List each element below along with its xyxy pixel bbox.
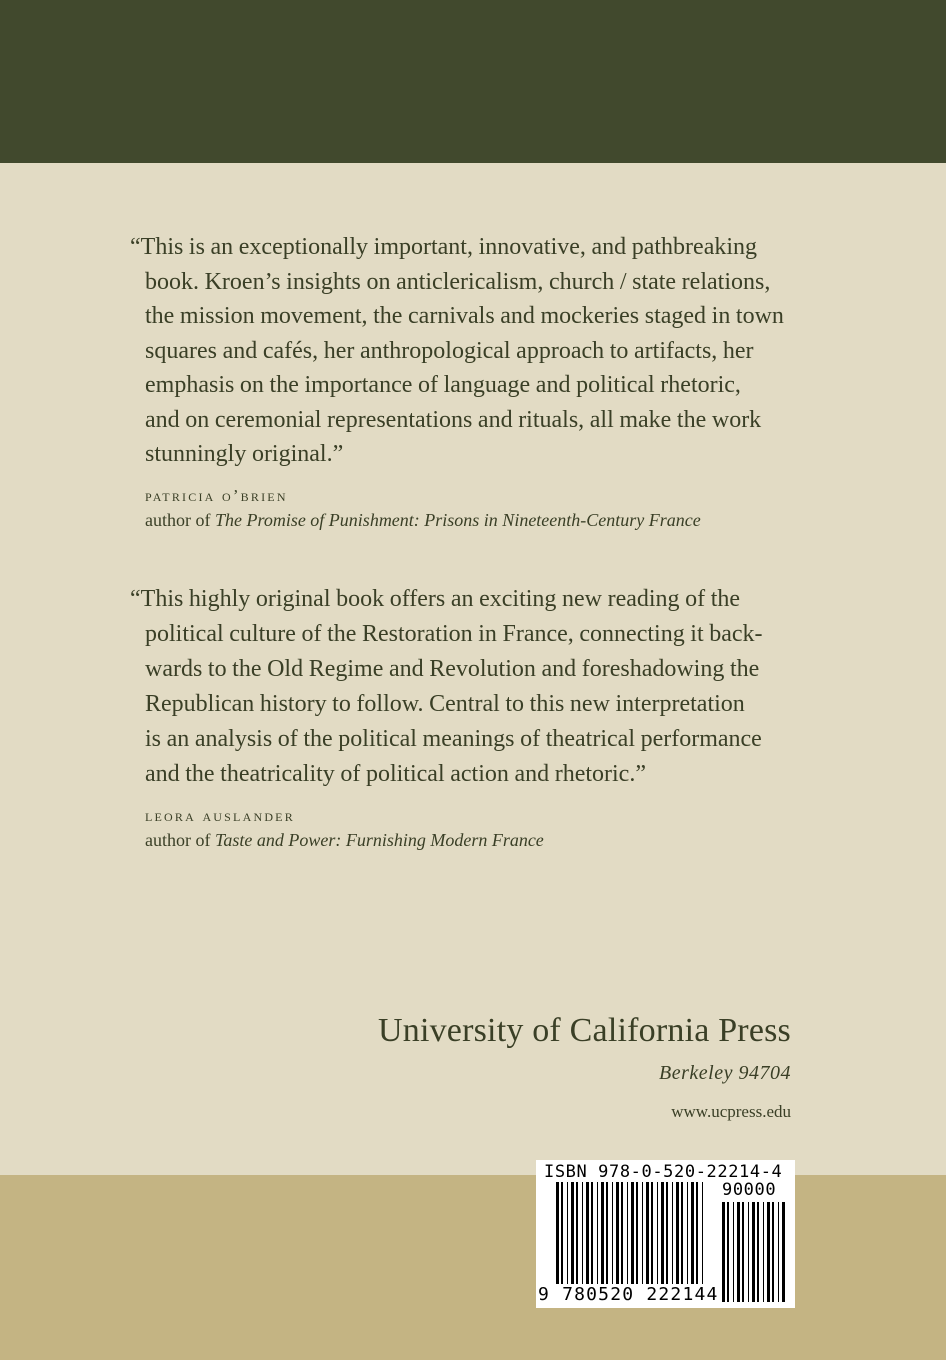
blurb-auslander [130,582,830,851]
blurb-author-credit [145,510,830,531]
author-of-prefix: author of [145,830,215,850]
blurb-author-name: patricia o’brien [145,485,288,505]
book-title: The Promise of Punishment: Prisons in Nineteenth-Century France [214,509,701,530]
publisher-name: University of California Press [378,1012,791,1049]
bottom-color-band [0,1175,946,1360]
blurb-quote: “This is an exceptionally important, innovative, and pathbreaking book. Kroen’s insights on anticlericalism, church / state relations, the mission movement, the carnivals and mockeries staged in town squares and cafés, her anthropological approach to artifacts, her emphasis on the importance of language and political rhetoric, and on ceremonial representations and rituals, all make the work stunningly original.” [130,234,784,467]
book-title: Taste and Power: Furnishing Modern France [214,830,544,850]
publisher-city: Berkeley 94704 [659,1062,791,1084]
barcode-digits: 9 780520 222144 [538,1284,719,1305]
publisher-url: www.ucpress.edu [671,1102,791,1121]
author-of-prefix: author of [145,509,215,530]
barcode-addon-digits: 90000 [722,1180,777,1200]
isbn-label: ISBN 978-0-520-22214-4 [544,1162,783,1182]
top-color-band [0,0,946,163]
blurb-author-credit [145,830,830,851]
blurb-obrien [130,230,830,531]
isbn-barcode [536,1160,795,1308]
blurb-author-name: leora auslander [145,806,295,825]
blurb-quote: “This highly original book offers an exciting new reading of the political culture of the Restoration in France, connecting it back- wards to the Old Regime and Revolution and foreshadowing the Republican history to follow. Central to this new interpretation is an analysis of the political meanings of theatrical performance and the theatricality of political action and rhetoric.” [130,586,763,787]
